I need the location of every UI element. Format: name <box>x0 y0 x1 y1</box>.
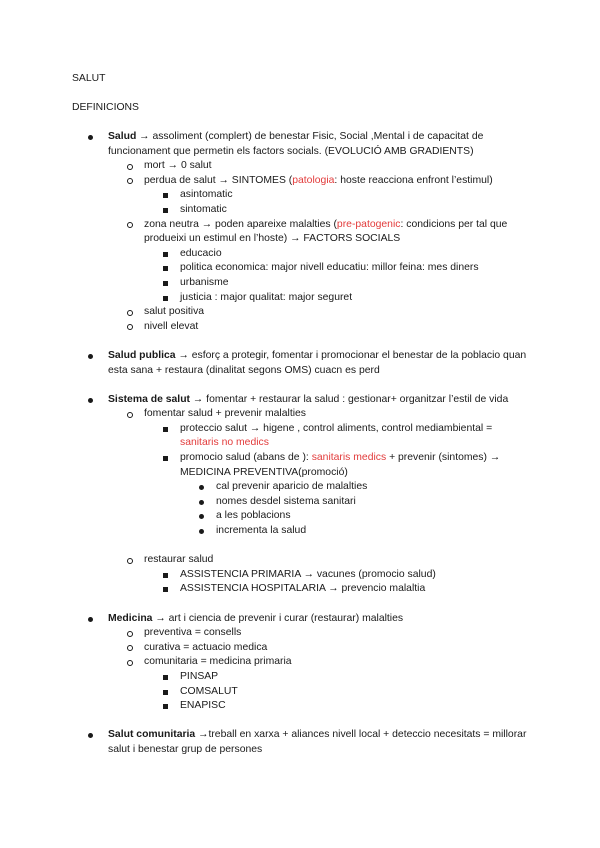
square-bullet-icon <box>163 281 168 286</box>
document-title: SALUT <box>72 73 106 84</box>
item-text: mort → 0 salut <box>144 160 212 172</box>
item-text: asintomatic <box>180 189 233 201</box>
definition-sistema-de-salut: → fomentar + restaurar la salud : gestionar+ organitzar l’estil de vida <box>190 393 509 405</box>
list-item <box>180 203 530 218</box>
definitions-list <box>0 130 600 758</box>
list-item <box>144 159 530 174</box>
list-item <box>144 174 530 189</box>
list-item <box>216 480 530 495</box>
list-item <box>216 524 530 539</box>
item-text: comunitaria = medicina primaria <box>144 656 292 668</box>
item-text: COMSALUT <box>180 685 238 697</box>
square-bullet-icon <box>163 704 168 709</box>
item-text: promocio salud (abans de ): <box>180 452 312 464</box>
circle-bullet-icon <box>127 310 133 316</box>
item-text: nomes desdel sistema sanitari <box>216 495 356 507</box>
circle-bullet-icon <box>127 558 133 564</box>
bullet-icon <box>88 354 93 359</box>
item-text: educacio <box>180 247 222 259</box>
list-item <box>180 699 530 714</box>
spacer <box>0 597 600 612</box>
square-bullet-icon <box>163 427 168 432</box>
spacer <box>0 714 600 729</box>
list-item <box>180 261 530 276</box>
circle-bullet-icon <box>127 645 133 651</box>
circle-bullet-icon <box>127 324 133 330</box>
list-item <box>144 655 530 670</box>
square-bullet-icon <box>163 587 168 592</box>
list-item <box>216 495 530 510</box>
section-heading: DEFINICIONS <box>72 102 139 113</box>
definition-salud-publica: → esforç a protegir, fomentar i promocionar el benestar de la poblacio quan esta sana + restaura (dinalitat segons OMS) cuacn es perd <box>108 349 527 376</box>
circle-bullet-icon <box>127 178 133 184</box>
list-item <box>216 509 530 524</box>
list-item <box>180 568 530 583</box>
list-item <box>180 670 530 685</box>
square-bullet-icon <box>163 456 168 461</box>
list-item-medicina <box>108 612 530 627</box>
list-item <box>144 641 530 656</box>
term-sistema-de-salut: Sistema de salut <box>108 393 191 405</box>
definition-salut-comunitaria: →treball en xarxa + aliances nivell local + deteccio necesitats = millorar salut i benestar grup de persones <box>108 729 527 755</box>
item-text: a les poblacions <box>216 510 291 522</box>
list-item <box>180 276 530 291</box>
item-text: sintomatic <box>180 203 227 215</box>
spacer <box>0 539 600 554</box>
bullet-icon <box>199 529 204 534</box>
item-text: ASSISTENCIA HOSPITALARIA → prevencio malaltia <box>180 583 426 595</box>
square-bullet-icon <box>163 208 168 213</box>
list-item <box>180 188 530 203</box>
list-item-salud <box>108 130 530 159</box>
square-bullet-icon <box>163 690 168 695</box>
term-medicina: Medicina <box>108 612 153 624</box>
item-text: fomentar salud + prevenir malalties <box>144 408 306 420</box>
highlight-text: patologia <box>292 174 335 186</box>
bullet-icon <box>88 135 93 140</box>
circle-bullet-icon <box>127 412 133 418</box>
list-item-sistema-de-salut <box>108 393 530 408</box>
list-item <box>180 291 530 306</box>
item-text: incrementa la salud <box>216 525 307 537</box>
term-salud: Salud <box>108 131 137 142</box>
item-text: cal prevenir aparicio de malalties <box>216 481 368 493</box>
definition-medicina: → art i ciencia de prevenir i curar (restaurar) malalties <box>152 612 404 624</box>
square-bullet-icon <box>163 675 168 680</box>
highlight-text: sanitaris medics <box>311 452 387 464</box>
item-text: preventiva = consells <box>144 627 242 639</box>
item-text: PINSAP <box>180 670 219 682</box>
item-text: urbanisme <box>180 276 229 288</box>
item-text: nivell elevat <box>144 320 199 332</box>
item-text: zona neutra → poden apareixe malalties ( <box>144 218 337 230</box>
list-item-salut-comunitaria <box>108 728 530 757</box>
circle-bullet-icon <box>127 631 133 637</box>
item-text: ENAPISC <box>180 700 226 712</box>
list-item <box>144 320 530 335</box>
spacer <box>0 334 600 349</box>
item-text: + prevenir (sintomes) → MEDICINA PREVENTIVA(promoció) <box>180 452 501 478</box>
item-text: restaurar salud <box>144 554 214 566</box>
square-bullet-icon <box>163 573 168 578</box>
list-item <box>180 582 530 597</box>
item-text: politica economica: major nivell educatiu: millor feina: mes diners <box>180 262 479 274</box>
highlight-text: sanitaris no medics <box>180 437 269 449</box>
list-item <box>180 247 530 262</box>
bullet-icon <box>199 500 204 505</box>
spacer <box>0 378 600 393</box>
bullet-icon <box>199 485 204 490</box>
list-item <box>144 407 530 422</box>
bullet-icon <box>88 398 93 403</box>
list-item <box>144 553 530 568</box>
circle-bullet-icon <box>127 660 133 666</box>
term-salut-comunitaria: Salut comunitaria <box>108 729 196 741</box>
square-bullet-icon <box>163 296 168 301</box>
list-item-salud-publica <box>108 349 530 378</box>
square-bullet-icon <box>163 266 168 271</box>
bullet-icon <box>88 733 93 738</box>
list-item <box>144 305 530 320</box>
list-item <box>180 685 530 700</box>
item-text: curativa = actuacio medica <box>144 641 268 653</box>
circle-bullet-icon <box>127 222 133 228</box>
item-text: salut positiva <box>144 306 205 318</box>
definition-salud: → assoliment (complert) de benestar Fisic, Social ,Mental i de capacitat de funcionament que permetin els factors socials. (EVOLUCIÓ AMB GRADIENTS) <box>108 131 484 157</box>
item-text: perdua de salut → SINTOMES ( <box>144 174 293 186</box>
item-text: : hoste reacciona enfront l’estimul) <box>334 174 493 186</box>
circle-bullet-icon <box>127 164 133 170</box>
highlight-text: pre-patogenic <box>336 218 401 230</box>
list-item <box>144 218 530 247</box>
item-text: : condicions per tal que produeixi un estimul en l’hoste) → FACTORS SOCIALS <box>144 218 508 245</box>
list-item <box>180 451 530 480</box>
square-bullet-icon <box>163 193 168 198</box>
item-text: justicia : major qualitat: major seguret <box>180 291 353 303</box>
item-text: proteccio salut → higene , control aliments, control mediambiental = <box>180 422 493 434</box>
square-bullet-icon <box>163 252 168 257</box>
bullet-icon <box>88 617 93 622</box>
term-salud-publica: Salud publica <box>108 349 176 361</box>
list-item <box>144 626 530 641</box>
bullet-icon <box>199 514 204 519</box>
list-item <box>180 422 530 451</box>
item-text: ASSISTENCIA PRIMARIA → vacunes (promocio salud) <box>180 568 436 580</box>
